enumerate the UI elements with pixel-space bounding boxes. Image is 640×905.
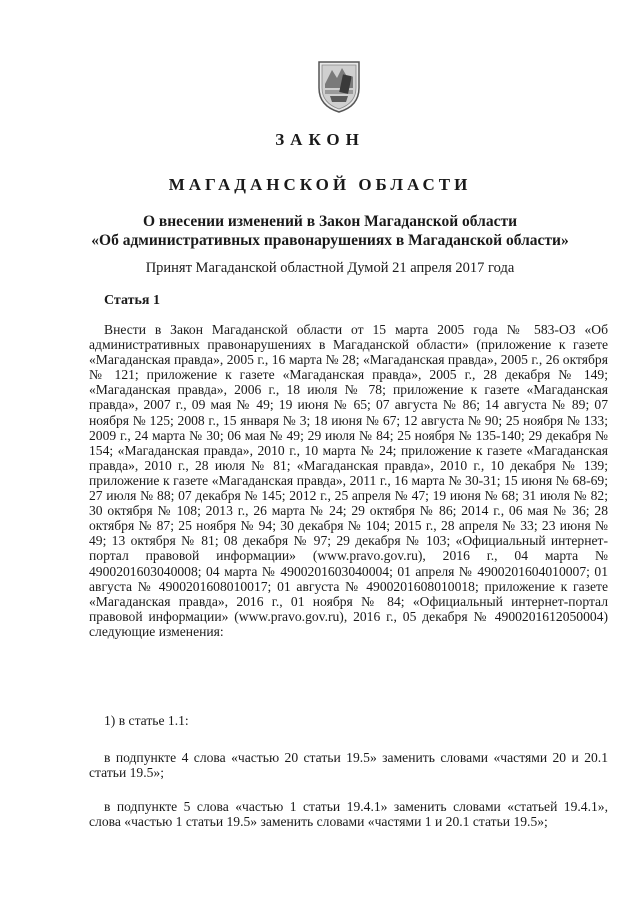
subitem-paragraph-2: в подпункте 5 слова «частью 1 статьи 19.4.1» заменить словами «статьей 19.4.1», слова «частью 1 статьи 19.5» заменить словами «частями 1 и 20.1 статьи 19.5»;	[89, 799, 608, 830]
law-name	[60, 212, 600, 250]
item-1: 1) в статье 1.1:	[104, 713, 189, 728]
article-title: Статья 1	[104, 293, 160, 308]
law-heading: ЗАКОН	[275, 130, 365, 149]
adoption-line: Принят Магаданской областной Думой 21 апреля 2017 года	[145, 260, 515, 276]
article-intro-paragraph: Внести в Закон Магаданской области от 15 марта 2005 года № 583-ОЗ «Об административных правонарушениях в Магаданской области» (приложение к газете «Магаданская правда», 2005 г., 16 марта № 28; «Магаданская правда», 2005 г., 26 октября № 121; приложение к газете «Магаданская правда», 2005 г., 28 декабря № 149; «Магаданская правда», 2006 г., 18 июля № 78; приложение к газете «Магаданская правда», 2007 г., 09 мая № 49; 19 июня № 65; 07 августа № 86; 14 августа № 89; 07 ноября № 125; 2008 г., 15 января № 3; 18 июня № 67; 12 августа № 90; 25 ноября № 133; 2009 г., 24 марта № 30; 06 мая № 49; 29 июля № 84; 25 ноября № 135-140; 29 декабря № 154; «Магаданская правда», 2010 г., 10 марта № 24; приложение к газете «Магаданская правда», 2010 г., 28 июля № 81; «Магаданская правда», 2010 г., 10 декабря № 139; приложение к газете «Магаданская правда», 2011 г., 16 марта № 30-31; 15 июня № 68-69; 27 июля № 88; 07 декабря № 145; 2012 г., 25 апреля № 47; 19 июня № 68; 31 июля № 82; 30 октября № 108; 2013 г., 26 марта № 24; 29 октября № 86; 2014 г., 06 мая № 36; 28 октября № 87; 25 ноября № 94; 30 декабря № 104; 2015 г., 28 апреля № 33; 23 июня № 49; 13 октября № 81; 08 декабря № 97; 29 декабря № 103; «Официальный интернет-портал правовой информации» (www.pravo.gov.ru), 2016 г., 04 марта № 4900201603040008; 04 марта № 4900201603040004; 01 апреля № 4900201604010007; 01 августа № 4900201608010017; 01 августа № 4900201608010018; приложение к газете «Магаданская правда», 2016 г., 01 ноября № 84; «Официальный интернет-портал правовой информации» (www.pravo.gov.ru), 2016 г., 05 декабря № 4900201612050004) следующие изменения:	[89, 322, 608, 639]
law-name-line-1: О внесении изменений в Закон Магаданской области	[142, 213, 518, 230]
region-heading: МАГАДАНСКОЙ ОБЛАСТИ	[168, 175, 472, 194]
subitem-paragraph-1: в подпункте 4 слова «частью 20 статьи 19.5» заменить словами «частями 20 и 20.1 статьи 19.5»;	[89, 750, 608, 781]
coat-of-arms-icon	[316, 58, 362, 114]
law-name-line-2: «Об административных правонарушениях в Магаданской области»	[91, 232, 569, 249]
